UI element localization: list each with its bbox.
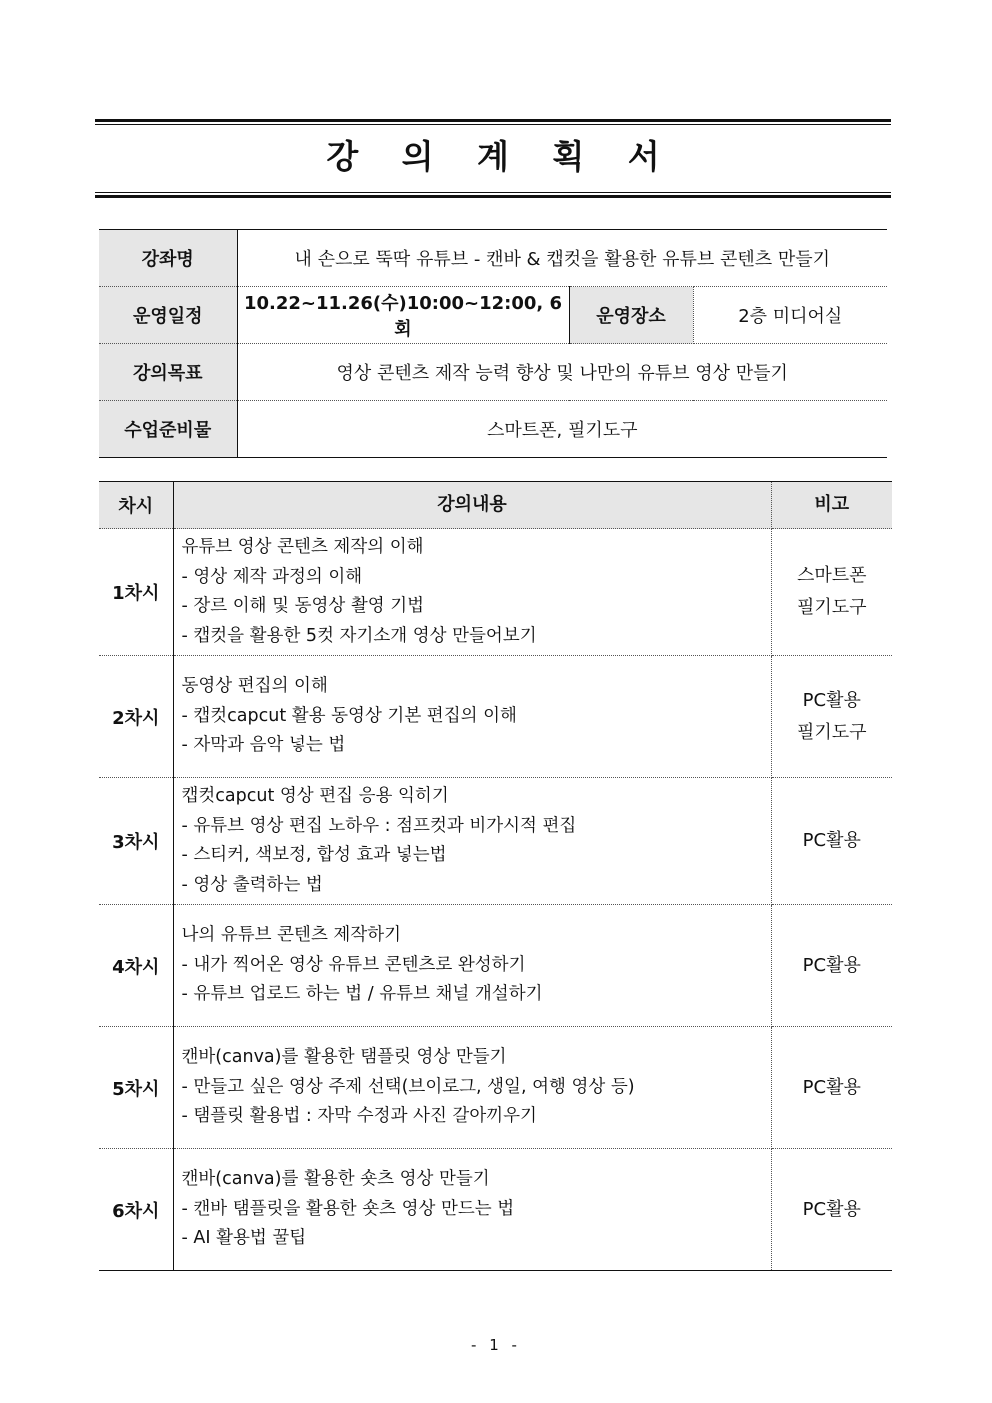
title-rule <box>95 124 891 125</box>
header-content: 강의내용 <box>173 482 771 529</box>
session-cell: 3차시 <box>99 778 173 905</box>
title-rule <box>95 192 891 193</box>
title-rule <box>95 195 891 198</box>
table-row <box>99 656 892 778</box>
note-line: 필기도구 <box>796 721 867 743</box>
content-line: - 자막과 음악 넣는 법 <box>181 735 346 756</box>
schedule-label: 운영일정 <box>99 287 237 344</box>
content-cell <box>173 529 771 656</box>
content-line: - 스티커, 색보정, 합성 효과 넣는법 <box>181 845 447 865</box>
plan-header-row <box>99 482 892 529</box>
content-line: - 영상 제작 과정의 이해 <box>181 566 363 587</box>
note-line: PC활용 <box>802 1076 861 1098</box>
table-row <box>99 905 892 1027</box>
page-number: - 1 - <box>471 1336 521 1354</box>
content-line: 나의 유튜브 콘텐츠 제작하기 <box>181 925 402 946</box>
note-cell <box>771 529 892 656</box>
header-session: 차시 <box>99 482 173 529</box>
goal-label: 강의목표 <box>99 344 237 401</box>
content-line: - 만들고 싶은 영상 주제 선택(브이로그, 생일, 여행 영상 등) <box>181 1076 635 1097</box>
note-cell <box>771 656 892 778</box>
session-cell: 2차시 <box>99 656 173 778</box>
schedule-value: 10.22~11.26(수)10:00~12:00, 6회 <box>237 287 569 344</box>
lecture-plan-table <box>99 481 892 1271</box>
content-cell <box>173 656 771 778</box>
content-line: - 탬플릿 활용법 : 자막 수정과 사진 갈아끼우기 <box>181 1106 537 1127</box>
session-cell: 1차시 <box>99 529 173 656</box>
content-line: - 영상 출력하는 법 <box>181 874 323 895</box>
title-rule <box>95 119 891 122</box>
session-cell: 4차시 <box>99 905 173 1027</box>
content-line: - 유튜브 업로드 하는 법 / 유튜브 채널 개설하기 <box>181 984 543 1005</box>
note-line: 필기도구 <box>796 597 867 618</box>
content-line: - 캡컷을 활용한 5컷 자기소개 영상 만들어보기 <box>181 625 537 646</box>
info-row-course <box>99 230 887 287</box>
table-row <box>99 778 892 905</box>
table-row <box>99 529 892 656</box>
content-line: - AI 활용법 꿀팁 <box>181 1228 307 1249</box>
table-row <box>99 1027 892 1149</box>
content-line: - 장르 이해 및 동영상 촬영 기법 <box>181 596 425 616</box>
info-row-goal <box>99 344 887 401</box>
session-cell: 5차시 <box>99 1027 173 1149</box>
course-value: 내 손으로 뚝딱 유튜브 - 캔바 & 캡컷을 활용한 유튜브 콘텐츠 만들기 <box>237 230 887 287</box>
note-line: PC활용 <box>802 1198 861 1220</box>
content-line: - 유튜브 영상 편집 노하우 : 점프컷과 비가시적 편집 <box>181 815 577 836</box>
note-line: PC활용 <box>802 830 861 851</box>
content-line: - 캡컷capcut 활용 동영상 기본 편집의 이해 <box>181 705 517 726</box>
content-cell <box>173 778 771 905</box>
course-label: 강좌명 <box>99 230 237 287</box>
content-line: 캔바(canva)를 활용한 숏츠 영상 만들기 <box>181 1169 490 1190</box>
info-row-prep <box>99 401 887 458</box>
course-info-table <box>99 229 887 458</box>
content-line: 캔바(canva)를 활용한 탬플릿 영상 만들기 <box>181 1047 507 1068</box>
header-note: 비고 <box>771 482 892 529</box>
page-title: 강 의 계 획 서 <box>326 137 676 176</box>
note-line: PC활용 <box>802 954 861 976</box>
content-cell <box>173 1149 771 1271</box>
content-line: - 내가 찍어온 영상 유튜브 콘텐츠로 완성하기 <box>181 954 526 975</box>
content-cell <box>173 1027 771 1149</box>
table-row <box>99 1149 892 1271</box>
content-line: 캡컷capcut 영상 편집 응용 익히기 <box>181 786 449 806</box>
content-line: - 캔바 탬플릿을 활용한 숏츠 영상 만드는 법 <box>181 1198 515 1219</box>
content-cell <box>173 905 771 1027</box>
content-line: 유튜브 영상 콘텐츠 제작의 이해 <box>181 537 424 557</box>
note-cell <box>771 778 892 905</box>
note-line: PC활용 <box>802 689 861 711</box>
title-block <box>95 119 891 199</box>
session-cell: 6차시 <box>99 1149 173 1271</box>
note-cell <box>771 1027 892 1149</box>
place-label: 운영장소 <box>569 287 693 344</box>
prep-value: 스마트폰, 필기도구 <box>237 401 887 458</box>
note-cell <box>771 905 892 1027</box>
info-row-schedule <box>99 287 887 344</box>
note-line: 스마트폰 <box>796 565 867 586</box>
content-line: 동영상 편집의 이해 <box>181 676 328 697</box>
note-cell <box>771 1149 892 1271</box>
place-value: 2층 미디어실 <box>693 287 887 344</box>
prep-label: 수업준비물 <box>99 401 237 458</box>
goal-value: 영상 콘텐츠 제작 능력 향상 및 나만의 유튜브 영상 만들기 <box>237 344 887 401</box>
